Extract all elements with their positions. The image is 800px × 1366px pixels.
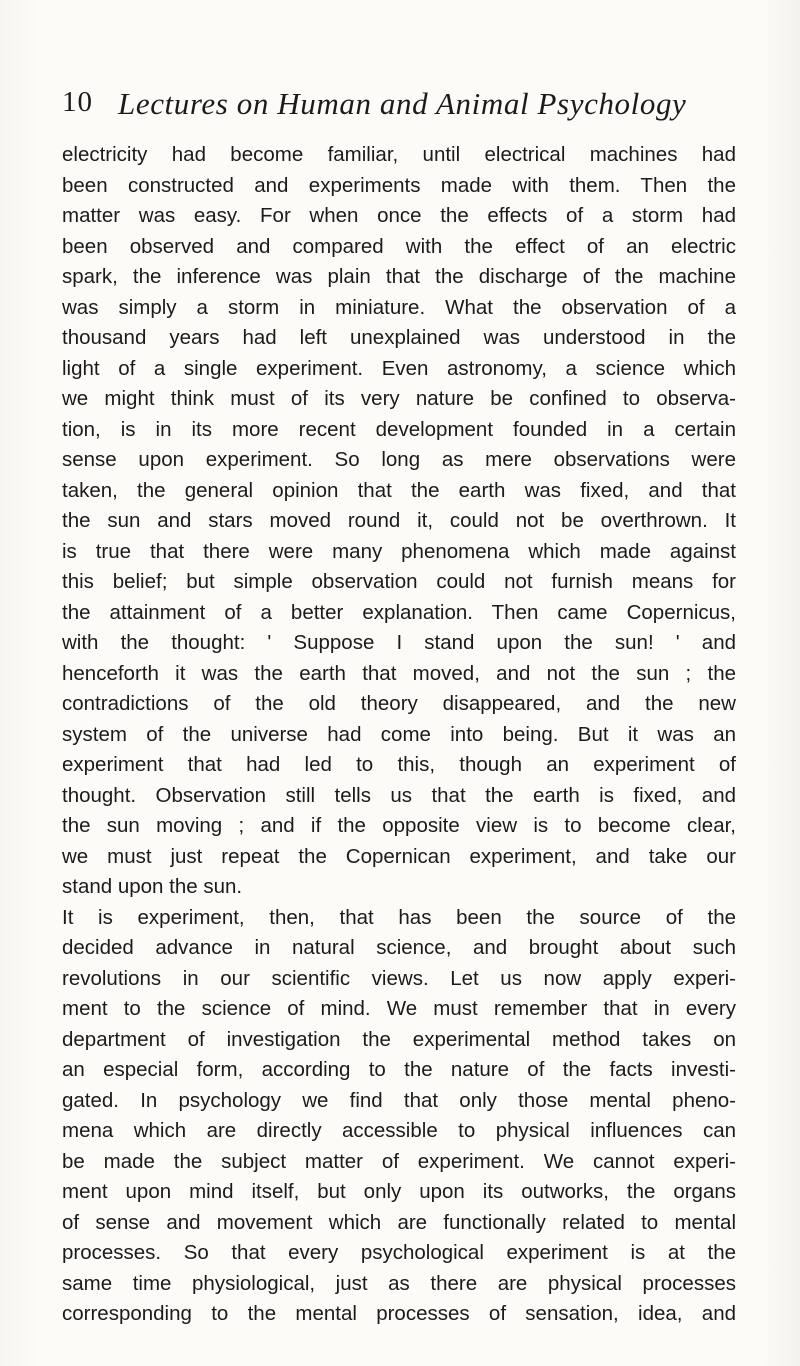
text-line: be made the subject matter of experiment. We cannot experi- <box>62 1149 736 1173</box>
text-line: the attainment of a better explanation. Then came Copernicus, <box>62 600 736 624</box>
body-text <box>62 140 736 1330</box>
text-line: this belief; but simple observation could not furnish means for <box>62 570 736 593</box>
text-line: an especial form, according to the nature of the facts investi- <box>62 1058 736 1081</box>
text-line: processes. So that every psychological experiment is at the <box>62 1241 736 1264</box>
text-line: decided advance in natural science, and brought about such <box>62 936 736 959</box>
text-line: thought. Observation still tells us that the earth is fixed, and <box>62 783 736 807</box>
text-line: been constructed and experiments made with them. Then the <box>62 173 736 197</box>
text-line: henceforth it was the earth that moved, and not the sun ; the <box>62 661 736 685</box>
text-line: we must just repeat the Copernican experiment, and take our <box>62 844 736 868</box>
text-line: same time physiological, just as there are physical processes <box>62 1271 736 1295</box>
text-line: tion, is in its more recent development founded in a certain <box>62 417 736 441</box>
text-line: we might think must of its very nature be confined to observa- <box>62 387 736 410</box>
text-line: with the thought: ' Suppose I stand upon the sun! ' and <box>62 631 736 654</box>
text-line: gated. In psychology we find that only those mental pheno- <box>62 1088 736 1112</box>
text-line: taken, the general opinion that the earth was fixed, and that <box>62 478 736 502</box>
text-line: spark, the inference was plain that the discharge of the machine <box>62 265 736 288</box>
text-line: It is experiment, then, that has been the source of the <box>62 905 736 929</box>
text-line: contradictions of the old theory disappeared, and the new <box>62 692 736 715</box>
text-line: is true that there were many phenomena which made against <box>62 539 736 563</box>
text-line: experiment that had led to this, though an experiment of <box>62 753 736 776</box>
text-line: ment to the science of mind. We must remember that in every <box>62 997 736 1020</box>
page-number: 10 <box>62 86 93 118</box>
running-title: Lectures on Human and Animal Psychology <box>118 86 687 121</box>
text-line: mena which are directly accessible to physical influences can <box>62 1119 736 1142</box>
text-line: sense upon experiment. So long as mere observations were <box>62 448 736 471</box>
text-line: been observed and compared with the effect of an electric <box>62 234 736 258</box>
text-line: the sun and stars moved round it, could not be overthrown. It <box>62 509 736 532</box>
text-line: was simply a storm in miniature. What the observation of a <box>62 295 736 319</box>
text-line: revolutions in our scientific views. Let us now apply experi- <box>62 966 736 990</box>
text-line: system of the universe had come into being. But it was an <box>62 722 736 746</box>
page-header <box>62 86 702 126</box>
text-line: thousand years had left unexplained was understood in the <box>62 326 736 349</box>
text-line: the sun moving ; and if the opposite view is to become clear, <box>62 814 736 837</box>
text-line: of sense and movement which are functionally related to mental <box>62 1210 736 1234</box>
text-line: corresponding to the mental processes of sensation, idea, and <box>62 1302 736 1325</box>
text-line: ment upon mind itself, but only upon its outworks, the organs <box>62 1180 736 1203</box>
text-line: matter was easy. For when once the effects of a storm had <box>62 204 736 227</box>
text-line: electricity had become familiar, until electrical machines had <box>62 143 736 166</box>
text-line: light of a single experiment. Even astronomy, a science which <box>62 356 736 380</box>
text-line: stand upon the sun. <box>62 875 243 898</box>
text-line: department of investigation the experimental method takes on <box>62 1027 736 1051</box>
